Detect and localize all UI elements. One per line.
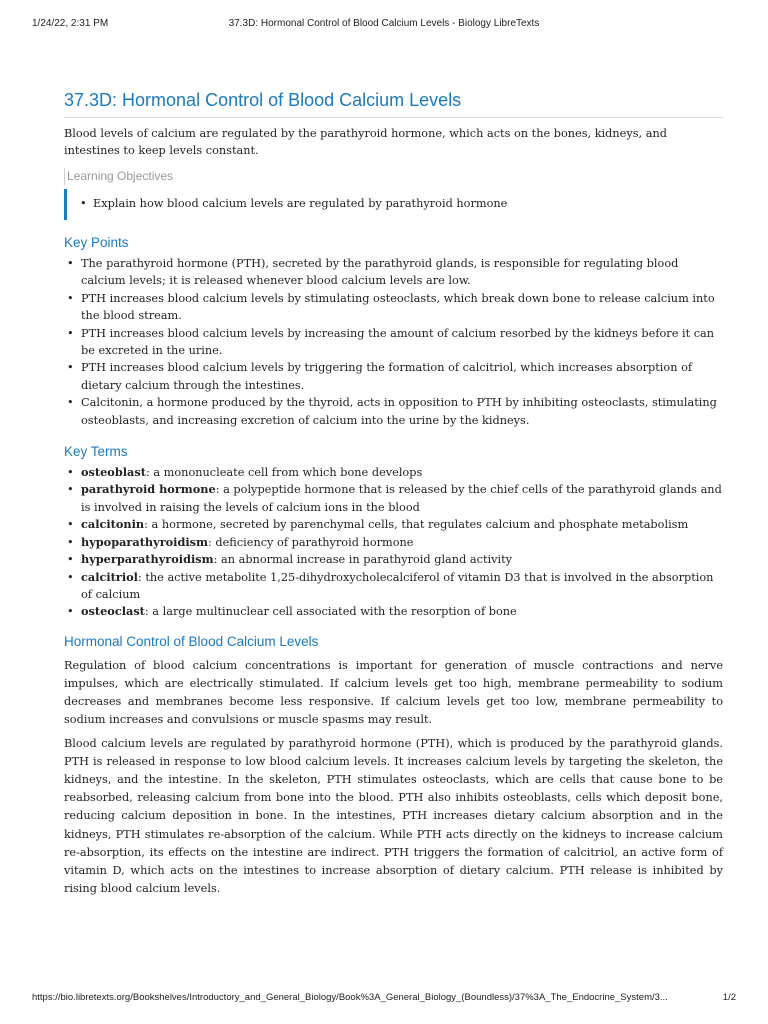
term-definition: : a polypeptide hormone that is released by the chief cells of the parathyroid glands and is involved in raising the levels of calcium ions in the blood [81,483,722,514]
print-date: 1/24/22, 2:31 PM [32,18,109,29]
list-item: • Explain how blood calcium levels are regulated by parathyroid hormone [67,195,723,212]
list-item [64,551,723,568]
list-item: • PTH increases blood calcium levels by increasing the amount of calcium resorbed by the kidneys before it can be excreted in the urine. [64,325,723,360]
learning-objectives-box [64,168,723,220]
print-header [32,18,736,32]
list-item: • PTH increases blood calcium levels by stimulating osteoclasts, which break down bone to release calcium into the blood stream. [64,290,723,325]
term: hyperparathyroidism [81,552,214,567]
list-item: • Calcitonin, a hormone produced by the thyroid, acts in opposition to PTH by inhibiting osteoclasts, stimulating osteoblasts, and increasing excretion of calcium into the urine by the kidneys. [64,394,723,429]
list-item [64,569,723,604]
hormonal-control-heading: Hormonal Control of Blood Calcium Levels [64,633,319,649]
learning-objectives-title: Learning Objectives [64,168,723,185]
list-item [64,516,723,533]
term: hypoparathyroidism [81,534,208,549]
list-item [64,603,723,620]
key-points-heading: Key Points [64,235,129,250]
print-footer [32,992,736,1006]
term: osteoblast [81,465,146,480]
learning-objectives-list [64,189,723,220]
list-item [64,534,723,551]
list-item [64,464,723,481]
key-terms-list [64,464,723,621]
key-terms-heading: Key Terms [64,444,128,460]
print-document-title: 37.3D: Hormonal Control of Blood Calcium Levels - Biology LibreTexts [228,18,540,29]
list-item: • PTH increases blood calcium levels by triggering the formation of calcitriol, which increases absorption of dietary calcium through the intestines. [64,359,723,394]
term-definition: : a hormone, secreted by parenchymal cells, that regulates calcium and phosphate metabolism [144,518,689,532]
body-paragraph: Regulation of blood calcium concentrations is important for generation of muscle contractions and nerve impulses, which are electrically stimulated. If calcium levels get too high, membrane permeability to sodium decreases and membranes become less responsive. If calcium levels get too low, membrane permeability to sodium increases and convulsions or muscle spasms may result. [64,658,723,726]
article [64,86,723,898]
list-item [64,481,723,516]
term-definition: : a large multinuclear cell associated with the resorption of bone [144,605,517,619]
page-number: 1/2 [722,992,736,1003]
list-item: • The parathyroid hormone (PTH), secreted by the parathyroid glands, is responsible for regulating blood calcium levels; it is released whenever blood calcium levels are low. [64,255,723,290]
term: osteoclast [81,604,145,619]
body-paragraph: Blood calcium levels are regulated by parathyroid hormone (PTH), which is produced by the parathyroid glands. PTH is released in response to low blood calcium levels. It increases calcium levels by targeting the skeleton, the kidneys, and the intestine. In the skeleton, PTH stimulates osteoclasts, which are cells that cause bone to be reabsorbed, releasing calcium from bone into the blood. PTH also inhibits osteoblasts, cells which deposit bone, reducing calcium deposition in bone. In the intestines, PTH increases dietary calcium absorption and in the kidneys, PTH stimulates re-absorption of the calcium. While PTH acts directly on the kidneys to increase calcium re-absorption, its effects on the intestine are indirect. PTH triggers the formation of calcitriol, an active form of vitamin D, which acts on the intestines to increase absorption of dietary calcium. PTH release is inhibited by rising blood calcium levels. [64,737,723,895]
page-title: 37.3D: Hormonal Control of Blood Calcium Levels [64,86,723,118]
intro-paragraph: Blood levels of calcium are regulated by the parathyroid hormone, which acts on the bones, kidneys, and intestines to keep levels constant. [64,127,667,157]
term: parathyroid hormone [81,482,216,497]
term-definition: : a mononucleate cell from which bone develops [145,466,423,480]
term-definition: : the active metabolite 1,25-dihydroxycholecalciferol of vitamin D3 that is involved in the absorption of calcium [81,570,714,601]
term-definition: : an abnormal increase in parathyroid gland activity [213,553,513,567]
print-url: https://bio.libretexts.org/Bookshelves/Introductory_and_General_Biology/Book%3A_General_Biology_(Boundless)/37%3A_The_Endocrine_System/3... [32,992,668,1003]
term: calcitriol [81,569,138,584]
term: calcitonin [81,517,145,532]
key-points-list [64,255,723,429]
term-definition: : deficiency of parathyroid hormone [207,535,414,549]
